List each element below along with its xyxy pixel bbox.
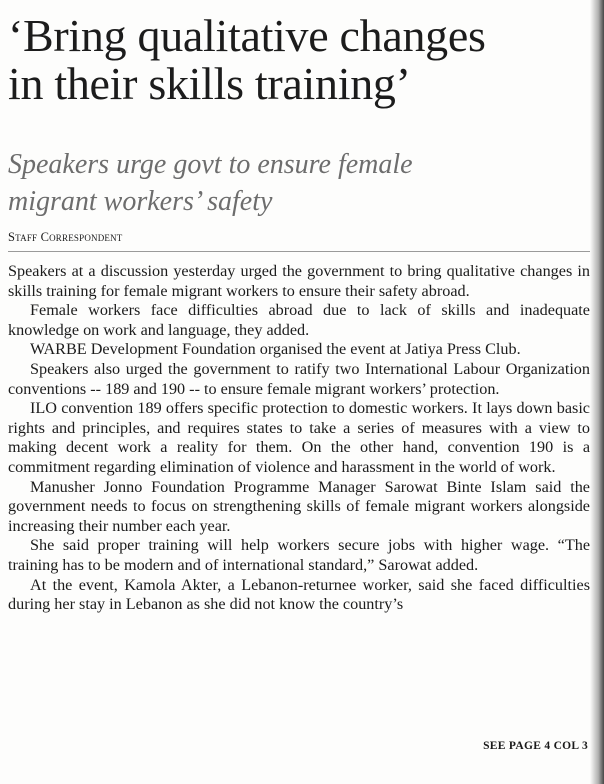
article-paragraph: Manusher Jonno Foundation Programme Manager Sarowat Binte Islam said the government needs to focus on strengthening skills of female migrant workers alongside increasing their number each year.	[8, 477, 590, 535]
byline: Staff Correspondent	[8, 230, 123, 244]
article-paragraph: She said proper training will help workers secure jobs with higher wage. “The training has to be modern and of international standard,” Sarowat added.	[8, 536, 590, 574]
article-paragraph: WARBE Development Foundation organised the event at Jatiya Press Club.	[30, 340, 521, 359]
article-body	[8, 262, 590, 615]
subheadline-line: migrant workers’ safety	[8, 186, 273, 217]
article-paragraph: ILO convention 189 offers specific protection to domestic workers. It lays down basic rights and principles, and requires states to take a series of measures with a view to making decent work a reality for them. On the other hand, convention 190 is a commitment regarding elimination of violence and harassment in the world of work.	[8, 399, 590, 476]
headline	[8, 12, 598, 108]
subheadline	[8, 146, 598, 220]
article-paragraph: At the event, Kamola Akter, a Lebanon-returnee worker, said she faced difficulties during her stay in Lebanon as she did not know the country’s	[8, 575, 590, 614]
continued-on-page-note: SEE PAGE 4 COL 3	[483, 740, 588, 752]
article-paragraph: Speakers at a discussion yesterday urged the government to bring qualitative changes in skills training for female migrant workers to ensure their safety abroad.	[8, 262, 590, 300]
byline-divider	[8, 251, 590, 252]
page-edge-shadow	[590, 0, 604, 784]
article-paragraph: Speakers also urged the government to ratify two International Labour Organization conventions -- 189 and 190 -- to ensure female migrant workers’ protection.	[8, 359, 590, 398]
headline-line: ‘Bring qualitative changes	[8, 10, 486, 61]
subheadline-line: Speakers urge govt to ensure female	[8, 149, 413, 180]
article-paragraph: Female workers face difficulties abroad due to lack of skills and inadequate knowledge on work and language, they added.	[8, 301, 590, 339]
headline-line: in their skills training’	[8, 58, 411, 109]
